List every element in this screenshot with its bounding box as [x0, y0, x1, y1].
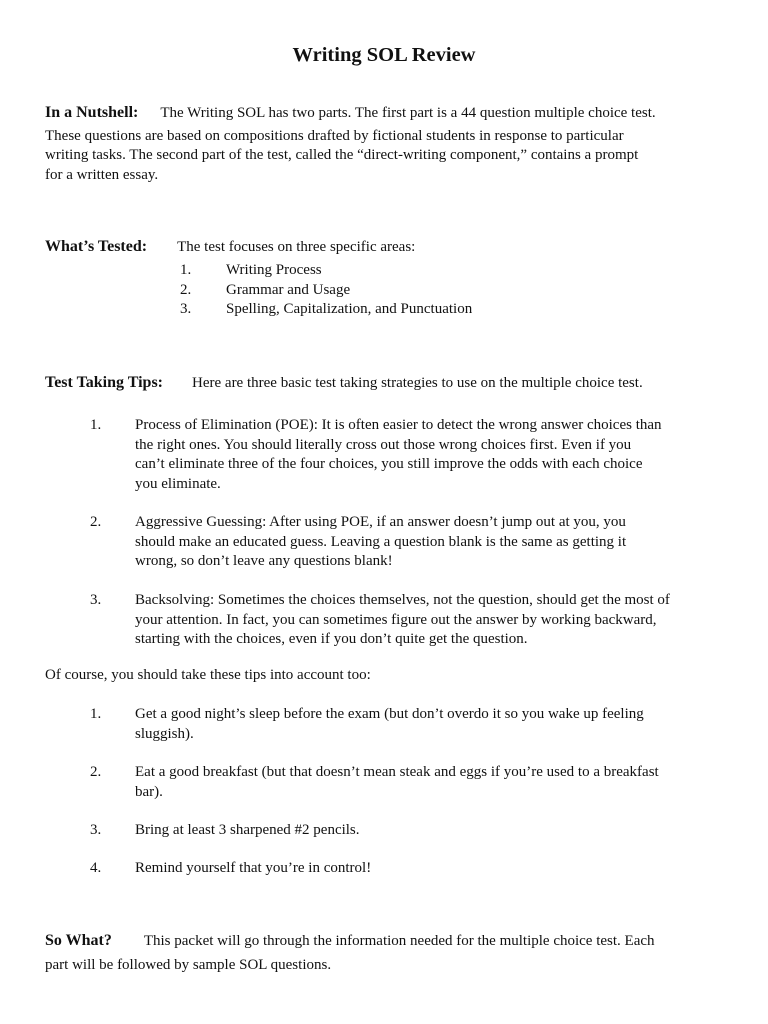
- list-item-line: Get a good night’s sleep before the exam (but don’t overdo it so you wake up feeling: [135, 706, 644, 722]
- list-item-number: 2.: [90, 514, 102, 530]
- sowhat-heading: So What?: [45, 932, 112, 949]
- tips-line: [45, 373, 735, 394]
- nutshell-text-1: The Writing SOL has two parts. The first part is a 44 question multiple choice test.: [160, 105, 656, 121]
- list-item-line: sluggish).: [135, 725, 194, 742]
- list-item-line: Process of Elimination (POE): It is often easier to detect the wrong answer choices than: [135, 417, 662, 433]
- list-item-number: 2.: [90, 764, 102, 780]
- list-item-line: should make an educated guess. Leaving a question blank is the same as getting it: [135, 533, 627, 550]
- sowhat-line-1: [45, 931, 735, 952]
- list-item-line: you eliminate.: [135, 475, 221, 492]
- sowhat-text-1: This packet will go through the information needed for the multiple choice test. Each: [143, 933, 655, 949]
- list-item-text: Writing Process: [226, 262, 322, 278]
- list-item-text: Spelling, Capitalization, and Punctuation: [226, 301, 473, 317]
- tips-heading: Test Taking Tips:: [45, 374, 164, 391]
- nutshell-line-3: writing tasks. The second part of the test, called the “direct-writing component,” contains a prompt: [45, 147, 639, 163]
- sowhat-line-2: part will be followed by sample SOL questions.: [45, 957, 332, 973]
- tips-intro: Here are three basic test taking strategies to use on the multiple choice test.: [192, 375, 643, 391]
- tested-intro: The test focuses on three specific areas:: [177, 239, 416, 255]
- list-item-line: bar).: [135, 783, 163, 800]
- list-item-line: wrong, so don’t leave any questions blank!: [135, 553, 393, 570]
- nutshell-line-4: for a written essay.: [45, 167, 159, 183]
- list-item-line: Bring at least 3 sharpened #2 pencils.: [135, 822, 360, 838]
- list-item-number: 3.: [180, 301, 192, 317]
- list-item-line: your attention. In fact, you can sometimes figure out the answer by working backward,: [135, 611, 657, 628]
- nutshell-heading: In a Nutshell:: [45, 104, 139, 121]
- list-item-line: the right ones. You should literally cross out those wrong choices first. Even if you: [135, 436, 632, 453]
- list-item-line: Eat a good breakfast (but that doesn’t mean steak and eggs if you’re used to a breakfast: [135, 764, 659, 780]
- list-item-text: Grammar and Usage: [226, 282, 351, 298]
- also-intro: Of course, you should take these tips into account too:: [45, 667, 371, 683]
- tested-heading: What’s Tested:: [45, 238, 148, 255]
- list-item-number: 3.: [90, 592, 102, 608]
- nutshell-line-1: [45, 103, 735, 124]
- list-item-line: Remind yourself that you’re in control!: [135, 860, 372, 876]
- list-item-line: can’t eliminate three of the four choices, you still improve the odds with each choice: [135, 456, 643, 473]
- page-title: Writing SOL Review: [292, 44, 476, 66]
- nutshell-line-2: These questions are based on compositions drafted by fictional students in response to particular: [45, 128, 624, 144]
- list-item-line: Backsolving: Sometimes the choices themselves, not the question, should get the most of: [135, 592, 670, 608]
- tested-line: [45, 237, 735, 258]
- list-item-number: 1.: [180, 262, 192, 278]
- list-item-line: Aggressive Guessing: After using POE, if an answer doesn’t jump out at you, you: [135, 514, 626, 530]
- list-item-number: 1.: [90, 417, 102, 433]
- list-item-number: 3.: [90, 822, 102, 838]
- list-item-number: 2.: [180, 282, 192, 298]
- list-item-number: 4.: [90, 860, 102, 876]
- list-item-number: 1.: [90, 706, 102, 722]
- list-item-line: starting with the choices, even if you don’t quite get the question.: [135, 631, 528, 648]
